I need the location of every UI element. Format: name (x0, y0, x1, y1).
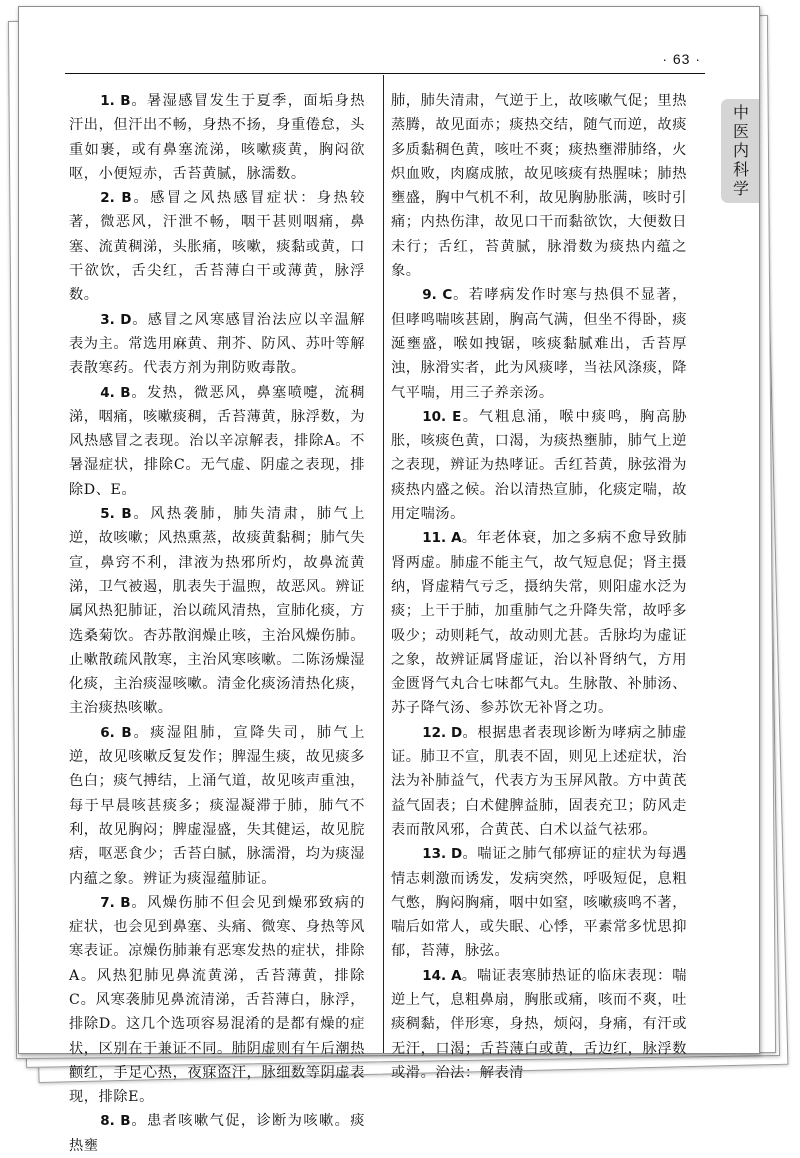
answer-paragraph (391, 721, 687, 842)
column-divider (383, 75, 384, 1053)
answer-text: 。风燥伤肺不但会见到燥邪致病的症状，也会见到鼻塞、头痛、微寒、身热等风寒表证。凉燥伤肺兼有恶寒发热的症状，排除A。风热犯肺见鼻流黄涕，舌苔薄黄，排除C。风寒袭肺见鼻流清涕，舌苔薄白，脉浮，排除D。这几个选项容易混淆的是都有燥的症状，区别在于兼证不同。肺阴虚则有午后潮热颧红，手足心热，夜寐盗汗，脉细数等阴虚表现，排除E。 (69, 894, 365, 1106)
answer-text: 。患者咳嗽气促，诊断为咳嗽。痰热壅 (69, 1113, 365, 1154)
answer-paragraph (69, 186, 365, 307)
answer-paragraph (391, 405, 687, 526)
answer-paragraph (69, 381, 365, 502)
answer-text: 。喘证之肺气郁痹证的症状为每遇情志刺激而诱发，发病突然，呼吸短促，息粗气憋，胸闷胸痛，咽中如窒，咳嗽痰鸣不著，喘后如常人，或失眠、心悸，平素常多忧思抑郁，苔薄，脉弦。 (391, 846, 687, 960)
answer-paragraph (391, 526, 687, 720)
answer-number: 12. D (422, 724, 463, 741)
chapter-side-tab-label: 中医内科学 (730, 103, 750, 199)
answer-number: 1. B (100, 93, 131, 109)
answer-number: 2. B (100, 190, 132, 207)
answer-text: 。痰湿阻肺，宣降失司，肺气上逆，故见咳嗽反复发作；脾湿生痰，故见痰多色白；痰气搏结，上涌气道，故见咳声重浊，每于早晨咳甚痰多；痰湿凝滞于肺，肺气不利，故见胸闷；脾虚湿盛，失其健运，故见脘痞，呕恶食少；舌苔白腻，脉濡滑，均为痰湿内蕴之象。辨证为痰湿蕴肺证。 (69, 724, 366, 887)
answer-text: 。年老体衰，加之多病不愈导致肺肾两虚。肺虚不能主气，故气短息促；肾主摄纳，肾虚精气亏乏，摄纳失常，则阳虚水泛为痰；上干于肺，加重肺气之升降失常，故呼多吸少；动则耗气，故动则尤甚。舌脉均为虚证之象，故辨证属肾虚证，治以补肾纳气，方用金匮肾气丸合七味都气丸。生脉散、补肺汤、苏子降气汤、参苏饮无补肾之功。 (391, 530, 687, 717)
answer-text: 。感冒之风寒感冒治法应以辛温解表为主。常选用麻黄、荆芥、防风、苏叶等解表散寒药。代表方剂为荆防败毒散。 (69, 311, 365, 377)
answer-number: 10. E (422, 408, 462, 425)
answer-number: 6. B (100, 724, 132, 741)
answer-text: 。发热，微恶风，鼻塞喷嚏，流稠涕，咽痛，咳嗽痰稠，舌苔薄黄，脉浮数，为风热感冒之表现。治以辛凉解表，排除A。不暑湿症状，排除C。无气虚、阴虚之表现，排除D、E。 (69, 384, 365, 498)
book-page (18, 6, 760, 1154)
chapter-side-tab (721, 99, 759, 203)
answer-paragraph (391, 842, 687, 963)
answer-paragraph (69, 891, 365, 1110)
answer-paragraph (69, 502, 365, 721)
right-column (391, 89, 687, 1085)
answer-paragraph (69, 721, 365, 891)
answer-number: 3. D (100, 311, 132, 328)
page-number: · 63 · (662, 51, 701, 67)
left-column (69, 89, 365, 1158)
answer-paragraph (69, 1109, 365, 1158)
answer-number: 14. A (422, 967, 462, 984)
answer-number: 13. D (422, 846, 463, 863)
answer-text: 。感冒之风热感冒症状：身热较著，微恶风，汗泄不畅，咽干甚则咽痛，鼻塞、流黄稠涕，头胀痛，咳嗽，痰黏或黄，口干欲饮，舌尖红，舌苔薄白干或薄黄，脉浮数。 (69, 190, 366, 304)
answer-text: 。根据患者表现诊断为哮病之肺虚证。肺卫不宣，肌表不固，则见上述症状，治法为补肺益气，代表方为玉屏风散。方中黄芪益气固表；白术健脾益肺，固表充卫；防风走表而散风邪，合黄芪、白术以益气祛邪。 (391, 724, 687, 838)
answer-number: 11. A (422, 530, 462, 547)
answer-number: 5. B (100, 506, 132, 523)
answer-text: 肺，肺失清肃，气逆于上，故咳嗽气促；里热蒸腾，故见面赤；痰热交结，随气而逆，故痰多质黏稠色黄，咳吐不爽；痰热壅滞肺络，火炽血败，肉腐成脓，故见咳痰有热腥味；肺热壅盛，胸中气机不利，故见胸胁胀满，咳时引痛；内热伤津，故见口干而黏欲饮，大便数日未行；舌红，苔黄腻，脉滑数为痰热内蕴之象。 (391, 93, 687, 280)
answer-number: 4. B (100, 384, 131, 401)
answer-paragraph-continued (391, 89, 687, 283)
answer-number: 8. B (100, 1113, 131, 1130)
answer-number: 9. C (422, 287, 453, 304)
answer-paragraph (69, 89, 365, 186)
answer-text: 。暑湿感冒发生于夏季，面垢身热汗出，但汗出不畅，身热不扬，身重倦怠，头重如裹，或有鼻塞流涕，咳嗽痰黄，胸闷欲呕，小便短赤，舌苔黄腻，脉濡数。 (69, 93, 365, 182)
answer-paragraph (391, 283, 687, 404)
answer-text: 。若哮病发作时寒与热俱不显著，但哮鸣喘咳甚剧，胸高气满，但坐不得卧，痰涎壅盛，喉如拽锯，咳痰黏腻难出，舌苔厚浊，脉滑实者，此为风痰哮，当祛风涤痰，降气平喘，用三子养亲汤。 (391, 287, 687, 401)
answer-text: 。风热袭肺，肺失清肃，肺气上逆，故咳嗽；风热熏蒸，故痰黄黏稠；肺气失宣，鼻窍不利，津液为热邪所灼，故鼻流黄涕，卫气被遏，肌表失于温煦，故恶风。辨证属风热犯肺证，治以疏风清热，宣肺化痰，方选桑菊饮。杏苏散润燥止咳，主治风燥伤肺。止嗽散疏风散寒，主治风寒咳嗽。二陈汤燥湿化痰，主治痰湿咳嗽。清金化痰汤清热化痰，主治痰热咳嗽。 (69, 506, 366, 717)
answer-text: 。喘证表寒肺热证的临床表现：喘逆上气，息粗鼻扇，胸胀或痛，咳而不爽，吐痰稠黏，伴形寒，身热，烦闷，身痛，有汗或无汗，口渴；舌苔薄白或黄，舌边红，脉浮数或滑。治法：解表清 (391, 967, 687, 1081)
answer-number: 7. B (100, 894, 131, 911)
answer-paragraph (391, 964, 687, 1085)
answer-text: 。气粗息涌，喉中痰鸣，胸高胁胀，咳痰色黄，口渴，为痰热壅肺，肺气上逆之表现，辨证为热哮证。舌红苔黄，脉弦滑为痰热内盛之候。治以清热宣肺，化痰定喘，故用定喘汤。 (391, 408, 687, 523)
answer-paragraph (69, 308, 365, 381)
header-rule (65, 73, 705, 74)
